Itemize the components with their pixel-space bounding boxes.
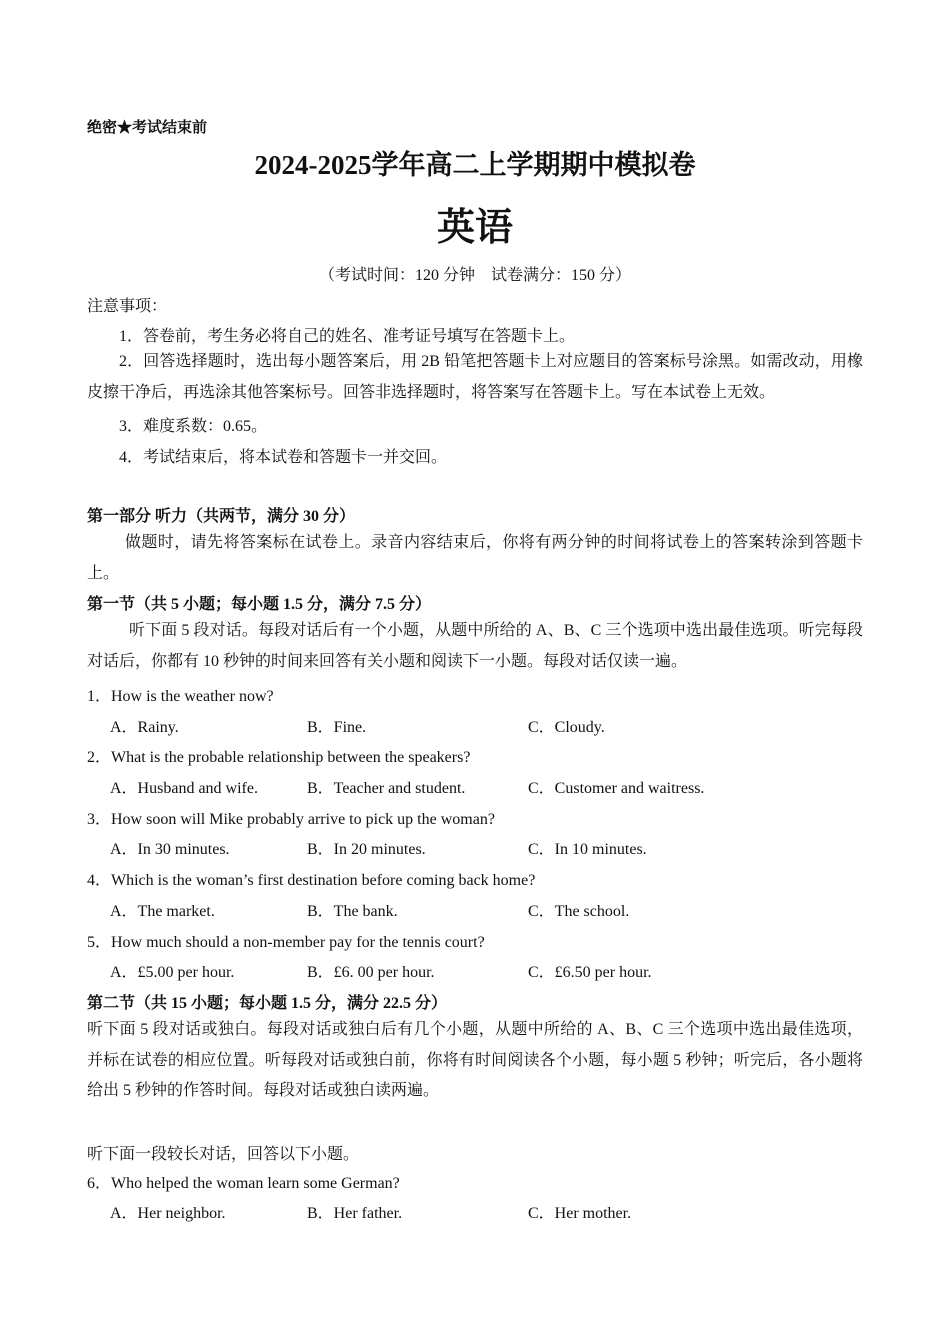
exam-title: 2024-2025学年高二上学期期中模拟卷 <box>254 150 696 180</box>
question-option-b: B．In 20 minutes. <box>307 841 426 858</box>
section2-heading: 第二节（共 15 小题；每小题 1.5 分，满分 22.5 分） <box>87 995 448 1012</box>
question-option-c: C．Her mother. <box>528 1205 632 1222</box>
section1-intro: 听下面 5 段对话。每段对话后有一个小题，从题中所给的 A、B、C 三个选项中选出最佳选项。听完每段对话后，你都有 10 秒钟的时间来回答有关小题和阅读下一小题。每段对话仅读一遍。 <box>87 622 863 670</box>
question-stem: 5．How much should a non-member pay for the tennis court? <box>87 934 485 951</box>
question-option-c: C．Cloudy. <box>528 719 605 736</box>
notice-item-4: 4．考试结束后，将本试卷和答题卡一并交回。 <box>119 449 448 466</box>
question-option-b: B．The bank. <box>307 903 398 920</box>
question-option-a: A．£5.00 per hour. <box>110 964 235 981</box>
question-option-b: B．Her father. <box>307 1205 403 1222</box>
question-option-a: A．In 30 minutes. <box>110 841 230 858</box>
question-option-c: C．The school. <box>528 903 630 920</box>
question-option-c: C．Customer and waitress. <box>528 780 705 797</box>
question-option-b: B．£6. 00 per hour. <box>307 964 435 981</box>
subject-title: 英语 <box>436 205 513 249</box>
question-stem: 3．How soon will Mike probably arrive to pick up the woman? <box>87 811 495 828</box>
exam-info: （考试时间：120 分钟 试卷满分：150 分） <box>318 267 631 284</box>
question-option-a: A．Rainy. <box>110 719 179 736</box>
question-stem: 2．What is the probable relationship between the speakers? <box>87 749 471 766</box>
part1-heading: 第一部分 听力（共两节，满分 30 分） <box>87 508 356 525</box>
notice-item-3: 3．难度系数：0.65。 <box>119 418 268 435</box>
question-option-c: C．In 10 minutes. <box>528 841 647 858</box>
notice-item-1: 1．答卷前，考生务必将自己的姓名、准考证号填写在答题卡上。 <box>119 328 576 345</box>
notice-item-2: 2．回答选择题时，选出每小题答案后，用 2B 铅笔把答题卡上对应题目的答案标号涂黑。如需改动，用橡皮擦干净后，再选涂其他答案标号。回答非选择题时，将答案写在答题卡上。写在本试卷上无效。 <box>87 353 863 401</box>
question-option-c: C．£6.50 per hour. <box>528 964 652 981</box>
question-option-b: B．Teacher and student. <box>307 780 466 797</box>
confidential-label: 绝密★考试结束前 <box>87 120 208 136</box>
section2-lead: 听下面一段较长对话，回答以下小题。 <box>87 1146 360 1163</box>
notice-heading: 注意事项： <box>87 298 168 315</box>
question-stem: 6．Who helped the woman learn some German? <box>87 1175 400 1192</box>
question-stem: 4．Which is the woman’s first destination before coming back home? <box>87 872 536 889</box>
section2-intro: 听下面 5 段对话或独白。每段对话或独白后有几个小题，从题中所给的 A、B、C 三个选项中选出最佳选项，并标在试卷的相应位置。听每段对话或独白前，你将有时间阅读各个小题，每小题 5 秒钟；听完后，各小题将给出 5 秒钟的作答时间。每段对话或独白读两遍。 <box>87 1021 863 1100</box>
question-option-b: B．Fine. <box>307 719 367 736</box>
part1-intro: 做题时，请先将答案标在试卷上。录音内容结束后，你将有两分钟的时间将试卷上的答案转涂到答题卡上。 <box>87 534 863 582</box>
question-option-a: A．The market. <box>110 903 215 920</box>
question-stem: 1．How is the weather now? <box>87 688 274 705</box>
section1-heading: 第一节（共 5 小题；每小题 1.5 分，满分 7.5 分） <box>87 596 432 613</box>
question-option-a: A．Husband and wife. <box>110 780 258 797</box>
question-option-a: A．Her neighbor. <box>110 1205 226 1222</box>
